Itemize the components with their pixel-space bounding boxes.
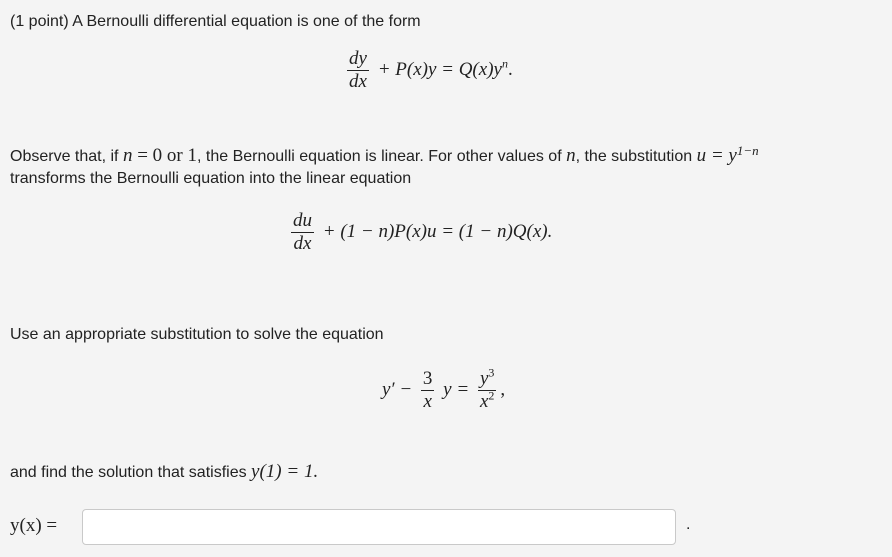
- substitution-expr: = y: [706, 145, 737, 166]
- observe-line-1: [10, 142, 759, 167]
- observe-n-values: = 0 or 1: [132, 145, 197, 166]
- fraction-denominator: $x^2$: [479, 388, 495, 412]
- answer-period: .: [686, 516, 691, 533]
- find-text: and find the solution that satisfies: [10, 464, 252, 481]
- fraction-denominator: x: [423, 391, 432, 412]
- equation-period: .: [507, 58, 513, 80]
- var-n-2: n: [566, 145, 576, 166]
- fraction-numerator: dy: [349, 48, 367, 69]
- equation-middle: y =: [443, 378, 470, 400]
- dy-dx-fraction: [347, 48, 369, 93]
- find-line: [10, 461, 318, 483]
- observe-text-a: Observe that, if: [10, 148, 123, 165]
- observe-line-2: transforms the Bernoulli equation into the linear equation: [10, 170, 412, 187]
- equation-lhs: y′ −: [382, 378, 413, 400]
- exponent-n: n: [501, 56, 508, 71]
- bernoulli-equation: [343, 48, 513, 93]
- target-equation: [382, 365, 506, 413]
- answer-input[interactable]: [82, 509, 676, 545]
- linear-equation: [287, 210, 552, 255]
- three-over-x-fraction: [421, 368, 435, 413]
- equation-rhs: + (1 − n)P(x)u = (1 − n)Q(x).: [322, 220, 553, 242]
- initial-condition: y(1) = 1.: [251, 461, 319, 482]
- instruction-text: Use an appropriate substitution to solve the equation: [10, 326, 384, 343]
- fraction-denominator: dx: [293, 233, 312, 254]
- observe-text-c: , the Bernoulli equation is linear. For other values of: [196, 148, 567, 165]
- equation-comma: ,: [500, 378, 506, 400]
- var-u: u: [696, 145, 707, 166]
- fraction-numerator: 3: [422, 368, 433, 389]
- du-dx-fraction: [291, 210, 314, 255]
- y3-over-x2-fraction: [478, 365, 496, 413]
- var-n: n: [122, 145, 133, 166]
- fraction-denominator: dx: [349, 71, 367, 92]
- substitution-exponent: 1−n: [736, 142, 759, 158]
- answer-label: y(x) =: [10, 515, 58, 536]
- observe-text-d: , the substitution: [575, 148, 697, 165]
- problem-intro: (1 point) A Bernoulli differential equation is one of the form: [10, 13, 421, 30]
- fraction-numerator: du: [293, 210, 312, 231]
- equation-rhs: + P(x)y = Q(x)y: [377, 58, 502, 80]
- fraction-numerator: $y^3$: [479, 365, 495, 389]
